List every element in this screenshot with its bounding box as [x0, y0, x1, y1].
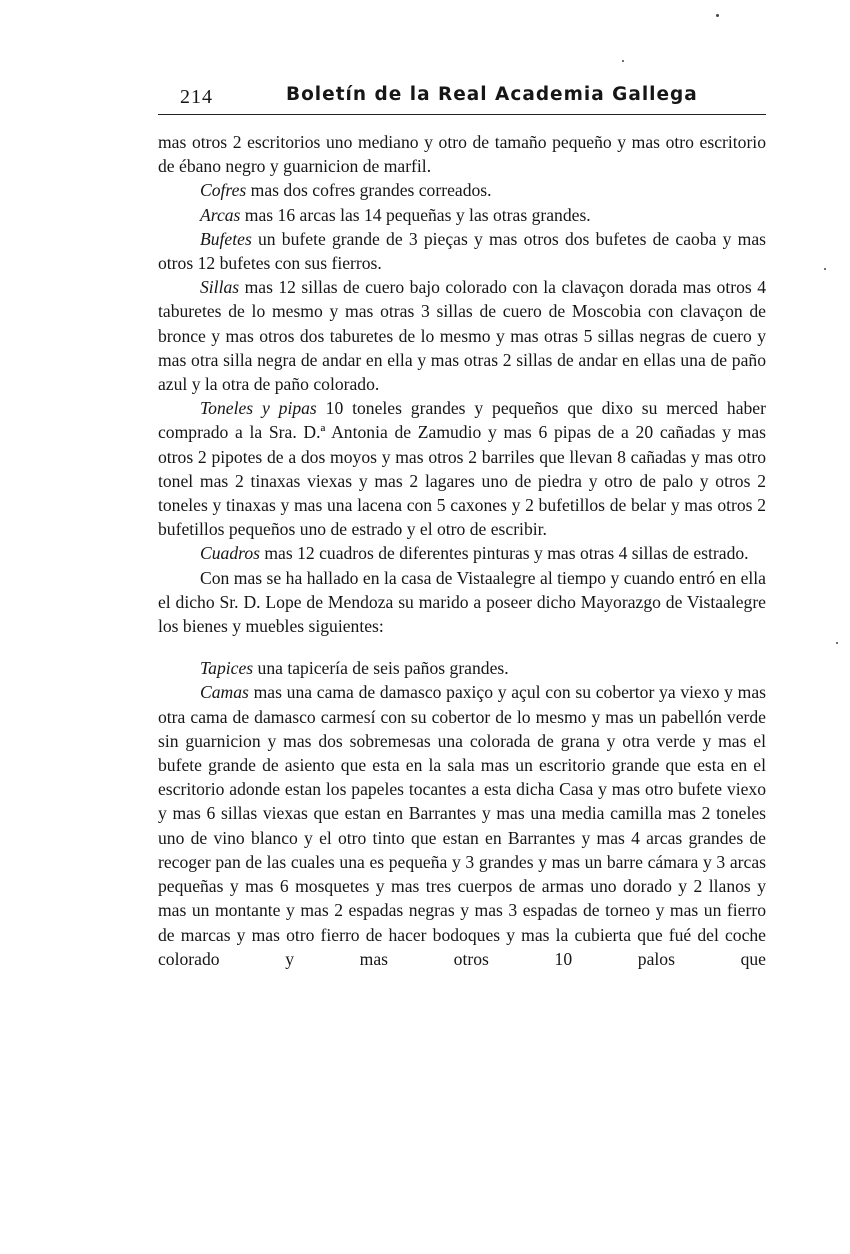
scan-speck: [716, 14, 719, 17]
paragraph-cuadros: Cuadros mas 12 cuadros de diferentes pinturas y mas otras 4 sillas de estrado.: [200, 543, 749, 564]
item-label: Camas: [200, 682, 249, 703]
item-label: Arcas: [200, 204, 241, 225]
paragraph-cofres: Cofres mas dos cofres grandes correados.: [200, 180, 492, 201]
item-label: Tapices: [200, 658, 254, 679]
item-label: Bufetes: [200, 228, 252, 249]
item-label: Sillas: [200, 277, 240, 298]
page-header: [158, 84, 766, 115]
paragraph-sillas: Sillas mas 12 sillas de cuero bajo colorado con la clavaçon dorada mas otros 4 taburetes de lo mesmo y mas otras 3 sillas de cuero de Moscobia con clavaçon de bronce y mas otros dos taburetes de lo mesmo y mas otras 5 sillas negras de cuero y mas otra silla negra de andar en ella y mas otras 2 sillas de andar en ellas una de paño azul y la otra de paño colorado.: [158, 277, 766, 395]
paragraph-toneles: Toneles y pipas 10 toneles grandes y pequeños que dixo su merced haber comprado a la Sra. D.ª Antonia de Zamudio y mas 6 pipas de a 20 cañadas y mas otros 2 pipotes de a dos moyos y mas otros 2 barriles que llevan 8 cañadas y mas otro tonel mas 2 tinaxas viexas y mas 2 lagares uno de piedra y otro de palo y otros 2 toneles y tinaxas y mas una lacena con 5 caxones y 2 bufetillos de belar y mas otros 2 bufetillos pequeños uno de estrado y el otro de escribir.: [158, 398, 766, 540]
body-text: [158, 130, 766, 971]
paragraph-bufetes: Bufetes un bufete grande de 3 pieças y mas otros dos bufetes de caoba y mas otros 12 bufetes con sus fierros.: [158, 228, 766, 274]
item-label: Cuadros: [200, 543, 260, 564]
scan-speck: [836, 642, 838, 644]
page-number: 214: [180, 86, 213, 108]
paragraph-tapices: Tapices una tapicería de seis paños grandes.: [200, 658, 509, 679]
item-label: Cofres: [200, 180, 247, 201]
paragraph-camas: Camas mas una cama de damasco paxiço y açul con su cobertor ya viexo y mas otra cama de damasco carmesí con su cobertor de lo mesmo y mas un pabellón verde sin guarnicion y mas dos sobremesas una colorada de grana y otra verde y mas el bufete grande de asiento que esta en la sala mas un escritorio grande que esta en el escritorio adonde estan los papeles tocantes a esta dicha Casa y mas otro bufete viexo y mas 6 sillas viexas que estan en Barrantes y mas una media camilla mas 2 toneles uno de vino blanco y el otro tinto que estan en Barrantes y mas 4 arcas grandes de recoger pan de las cuales una es pequeña y 3 grandes y mas un barre cámara y 3 arcas pequeñas y mas 6 mosquetes y mas tres cuerpos de armas uno dorado y 2 llanos y mas un montante y mas 2 espadas negras y mas 3 espadas de torneo y mas un fierro de marcas y mas otro fierro de hacer bodoques y mas la cubierta que fué del coche colorado y mas otros 10 palos que: [158, 682, 766, 969]
item-label: Toneles y pipas: [200, 398, 317, 419]
paragraph-arcas: Arcas mas 16 arcas las 14 pequeñas y las otras grandes.: [200, 204, 591, 225]
paragraph-escritorios: mas otros 2 escritorios uno mediano y otro de tamaño pequeño y mas otro escritorio de ébano negro y guarnicion de marfil.: [158, 132, 766, 177]
paragraph-vistaalegre: Con mas se ha hallado en la casa de Vistaalegre al tiempo y cuando entró en ella el dicho Sr. D. Lope de Mendoza su marido a poseer dicho Mayorazgo de Vistaalegre los bienes y muebles siguientes:: [158, 567, 766, 637]
running-title: Boletín de la Real Academia Gallega: [286, 84, 698, 105]
scan-speck: [824, 268, 826, 270]
scan-speck: [622, 60, 624, 62]
